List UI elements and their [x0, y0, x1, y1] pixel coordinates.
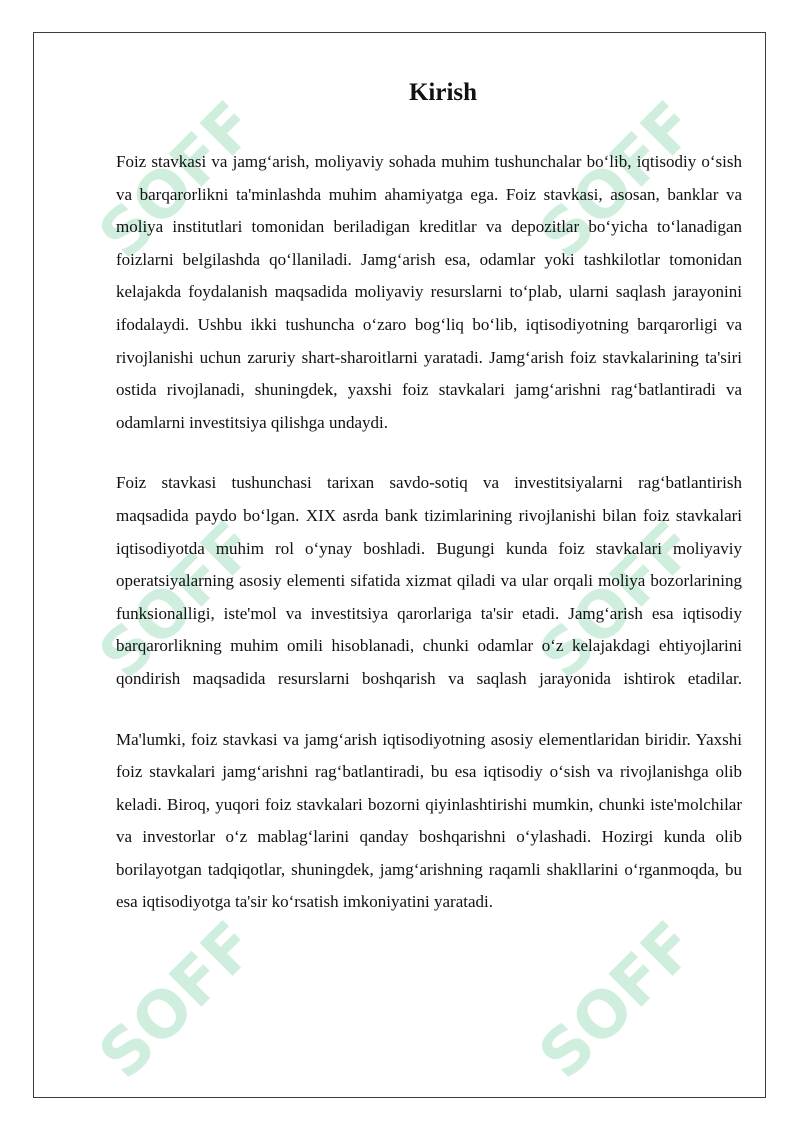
watermark-text: SOFF: [85, 88, 271, 274]
watermark-text: SOFF: [525, 508, 711, 694]
watermark-text: SOFF: [85, 508, 271, 694]
paragraph-3: Ma'lumki, foiz stavkasi va jamg‘arish iqtisodiyotning asosiy elementlaridan biridir. Yaxshi foiz stavkalari jamg‘arishni rag‘batlantiradi, bu esa iqtisodiy o‘sish va rivojlanishga olib keladi. Biroq, yuqori foiz stavkalari bozorni qiyinlashtirishi mumkin, chunki iste'molchilar va investorlar o‘z mablag‘larini qanday boshqarishni o‘ylashadi. Hozirgi kunda olib borilayotgan tadqiqotlar, shuningdek, jamg‘arishning raqamli shakllarini o‘rganmoqda, bu esa iqtisodiyotga ta'sir ko‘rsatish imkoniyatini yaratadi.: [116, 729, 742, 912]
page-title: Kirish: [408, 79, 478, 106]
watermark-text: SOFF: [525, 88, 711, 274]
watermark-text: SOFF: [85, 908, 271, 1094]
watermark-text: SOFF: [525, 908, 711, 1094]
paragraph-spacer: [116, 439, 742, 467]
paragraph-2: Foiz stavkasi tushunchasi tarixan savdo-sotiq va investitsiyalarni rag‘batlantirish maqsadida paydo bo‘lgan. XIX asrda bank tizimlarining rivojlanishi bilan foiz stavkalari iqtisodiyotda muhim rol o‘ynay boshladi. Bugungi kunda foiz stavkalari moliyaviy operatsiyalarning asosiy elementi sifatida xizmat qiladi va ular orqali moliya bozorlarining funksionalligi, iste'mol va investitsiya qarorlariga ta'sir etadi. Jamg‘arish esa iqtisodiy barqarorlikning muhim omili hisoblanadi, chunki odamlar o‘z kelajakdagi ehtiyojlarini qondirish maqsadida resurslarni boshqarish va saqlash jarayonida ishtirok etadilar.: [116, 473, 742, 688]
document-body: [116, 76, 742, 919]
paragraph-spacer: [116, 696, 742, 724]
paragraph-1: Foiz stavkasi va jamg‘arish, moliyaviy sohada muhim tushunchalar bo‘lib, iqtisodiy o‘sish va barqarorlikni ta'minlashda muhim ahamiyatga ega. Foiz stavkasi, asosan, banklar va moliya institutlari tomonidan beriladigan kreditlar va depozitlar bo‘yicha to‘lanadigan foizlarni belgilashda qo‘llaniladi. Jamg‘arish esa, odamlar yoki tashkilotlar tomonidan kelajakda foydalanish maqsadida moliyaviy resurslarni to‘plab, ularni saqlash jarayonini ifodalaydi. Ushbu ikki tushuncha o‘zaro bog‘liq bo‘lib, iqtisodiyotning barqarorligi va rivojlanishi uchun zaruriy shart-sharoitlarni yaratadi. Jamg‘arish foiz stavkalarining ta'siri ostida rivojlanadi, shuningdek, yaxshi foiz stavkalari jamg‘arishni rag‘batlantiradi va odamlarni investitsiya qilishga undaydi.: [116, 152, 742, 432]
